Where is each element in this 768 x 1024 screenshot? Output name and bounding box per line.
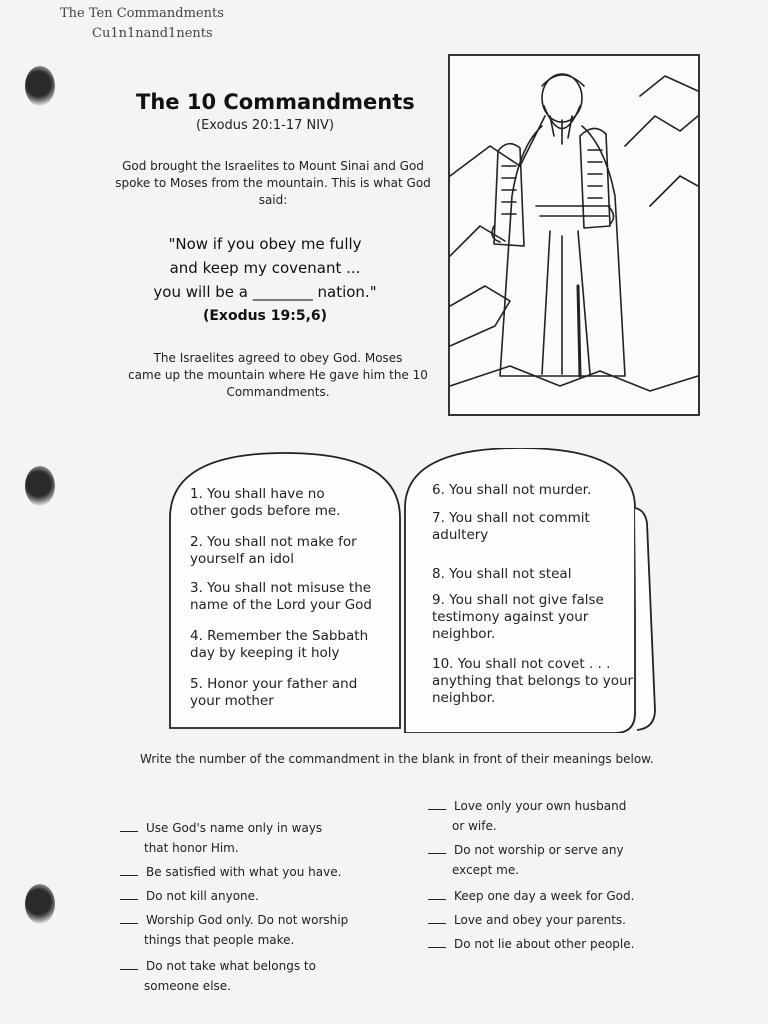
binder-hole-middle	[25, 466, 55, 506]
answer-item-right-5: Do not lie about other people.	[428, 934, 634, 954]
commandment-2: 2. You shall not make for yourself an idol	[190, 534, 357, 567]
answer-blank[interactable]	[428, 923, 446, 924]
commandment-6: 6. You shall not murder.	[432, 482, 592, 498]
header-subtitle: Cu1n1nand1nents	[92, 26, 213, 41]
commandment-1: 1. You shall have no other gods before me.	[190, 486, 341, 519]
answer-blank[interactable]	[428, 809, 446, 810]
scripture-reference: (Exodus 20:1-17 NIV)	[196, 118, 335, 133]
page-title: The 10 Commandments	[136, 90, 415, 114]
agreement-text: The Israelites agreed to obey God. Moses came up the mountain where He gave him the 10 Commandments.	[128, 351, 428, 399]
commandment-9: 9. You shall not give false testimony against your neighbor.	[432, 592, 604, 642]
answer-item-left-3: Do not kill anyone.	[120, 886, 259, 906]
commandment-5: 5. Honor your father and your mother	[190, 676, 358, 709]
answer-item-right-3: Keep one day a week for God.	[428, 886, 634, 906]
answer-item-right-2: Do not worship or serve any except me.	[428, 840, 624, 880]
commandment-4: 4. Remember the Sabbath day by keeping it holy	[190, 628, 369, 661]
answer-item-left-1: Use God's name only in ways that honor Him.	[120, 818, 322, 858]
commandment-8: 8. You shall not steal	[432, 566, 572, 582]
answer-blank[interactable]	[120, 923, 138, 924]
commandment-3: 3. You shall not misuse the name of the Lord your God	[190, 580, 372, 613]
answer-item-right-1: Love only your own husband or wife.	[428, 796, 626, 836]
covenant-quote: "Now if you obey me fully and keep my covenant ... you will be a ________ nation." (Exodus 19:5,6)	[153, 235, 377, 324]
answer-blank[interactable]	[428, 899, 446, 900]
answer-item-left-5: Do not take what belongs to someone else.	[120, 956, 316, 996]
binder-hole-top	[25, 66, 55, 106]
intro-text: God brought the Israelites to Mount Sinai and God spoke to Moses from the mountain. This is what God said:	[115, 159, 431, 207]
binder-hole-bottom	[25, 884, 55, 924]
moses-with-tablets-icon	[450, 56, 698, 414]
answer-item-left-4: Worship God only. Do not worship things that people make.	[120, 910, 348, 950]
commandment-10: 10. You shall not covet . . . anything that belongs to your neighbor.	[432, 656, 634, 706]
answer-blank[interactable]	[428, 853, 446, 854]
answer-blank[interactable]	[120, 899, 138, 900]
answer-blank[interactable]	[120, 969, 138, 970]
answer-item-right-4: Love and obey your parents.	[428, 910, 626, 930]
commandment-7: 7. You shall not commit adultery	[432, 510, 590, 543]
answer-blank[interactable]	[428, 947, 446, 948]
header-title: The Ten Commandments	[60, 6, 224, 21]
answer-blank[interactable]	[120, 831, 138, 832]
answer-item-left-2: Be satisfied with what you have.	[120, 862, 341, 882]
moses-illustration	[448, 54, 700, 416]
answer-blank[interactable]	[120, 875, 138, 876]
worksheet-instructions: Write the number of the commandment in the blank in front of their meanings below.	[140, 752, 654, 766]
